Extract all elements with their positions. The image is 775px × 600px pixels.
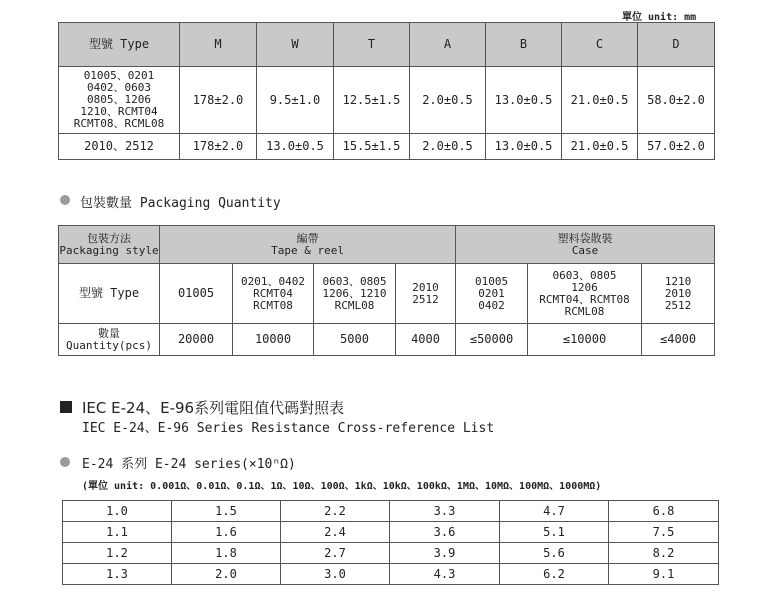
bullet-icon (60, 457, 70, 467)
tape-reel-header: 編帶 Tape & reel (160, 226, 456, 264)
e24-cell: 2.7 (281, 543, 390, 564)
e24-cell: 2.2 (281, 501, 390, 522)
dim-cell: 57.0±2.0 (638, 134, 715, 160)
packaging-header-row (59, 226, 715, 264)
packaging-type-cell: 2010 2512 (396, 264, 456, 324)
table-row (63, 501, 719, 522)
e24-cell: 1.2 (63, 543, 172, 564)
e24-cell: 5.1 (500, 522, 609, 543)
square-bullet-icon (60, 401, 72, 413)
packaging-qty-cell: 10000 (233, 324, 314, 356)
unit-note: 單位 unit: mm (622, 12, 697, 23)
table-row (63, 522, 719, 543)
packaging-type-cell: 0603、0805 1206、1210 RCML08 (314, 264, 396, 324)
packaging-type-label: 型號 Type (59, 264, 160, 324)
dim-cell: 21.0±0.5 (562, 67, 638, 134)
e24-cell: 8.2 (609, 543, 719, 564)
dim-cell: 12.5±1.5 (334, 67, 410, 134)
packaging-type-cell: 01005 (160, 264, 233, 324)
dim-header-t: T (334, 23, 410, 67)
e24-cell: 4.3 (390, 564, 500, 585)
case-header: 塑料袋散裝 Case (456, 226, 715, 264)
packaging-qty-cell: 5000 (314, 324, 396, 356)
table-row (63, 564, 719, 585)
packaging-type-cell: 0603、0805 1206 RCMT04、RCMT08 RCML08 (528, 264, 642, 324)
packaging-qty-label: 數量 Quantity(pcs) (59, 324, 160, 356)
dim-header-a: A (410, 23, 486, 67)
iec-subtitle: IEC E-24、E-96 Series Resistance Cross-reference List (82, 421, 495, 436)
dim-cell: 178±2.0 (180, 67, 257, 134)
e24-cell: 1.0 (63, 501, 172, 522)
e24-cell: 3.9 (390, 543, 500, 564)
dim-header-d: D (638, 23, 715, 67)
dim-row1-type: 01005、0201 0402、0603 0805、1206 1210、RCMT04 RCMT08、RCML08 (59, 67, 180, 134)
packaging-qty-cell: 20000 (160, 324, 233, 356)
bullet-icon (60, 195, 70, 205)
table-row (63, 543, 719, 564)
dim-header-w: W (257, 23, 334, 67)
packaging-qty-cell: ≤50000 (456, 324, 528, 356)
dim-cell: 13.0±0.5 (486, 67, 562, 134)
dim-row2-type: 2010、2512 (59, 134, 180, 160)
dim-cell: 13.0±0.5 (486, 134, 562, 160)
packaging-style-header: 包裝方法 Packaging style (59, 226, 160, 264)
e24-cell: 3.0 (281, 564, 390, 585)
table-row (59, 134, 715, 160)
e24-cell: 6.8 (609, 501, 719, 522)
packaging-type-cell: 1210 2010 2512 (642, 264, 715, 324)
e24-cell: 1.1 (63, 522, 172, 543)
e24-unit-line: (單位 unit: 0.001Ω、0.01Ω、0.1Ω、1Ω、10Ω、100Ω、1kΩ、10kΩ、100kΩ、1MΩ、10MΩ、100MΩ、1000MΩ) (82, 481, 602, 492)
packaging-title: 包裝數量 Packaging Quantity (80, 196, 281, 211)
e24-cell: 6.2 (500, 564, 609, 585)
packaging-type-cell: 0201、0402 RCMT04 RCMT08 (233, 264, 314, 324)
e24-cell: 1.6 (172, 522, 281, 543)
e24-cell: 5.6 (500, 543, 609, 564)
dim-cell: 2.0±0.5 (410, 134, 486, 160)
packaging-qty-cell: ≤10000 (528, 324, 642, 356)
table-row (59, 67, 715, 134)
iec-title: IEC E-24、E-96系列電阻值代碼對照表 (82, 399, 345, 417)
dim-header-m: M (180, 23, 257, 67)
e24-cell: 3.3 (390, 501, 500, 522)
dim-header-b: B (486, 23, 562, 67)
e24-cell: 7.5 (609, 522, 719, 543)
e24-cell: 9.1 (609, 564, 719, 585)
dim-cell: 13.0±0.5 (257, 134, 334, 160)
dimension-table (58, 22, 715, 160)
dim-cell: 21.0±0.5 (562, 134, 638, 160)
e24-table (62, 500, 719, 585)
dimension-header-row (59, 23, 715, 67)
e24-cell: 2.0 (172, 564, 281, 585)
packaging-type-cell: 01005 0201 0402 (456, 264, 528, 324)
e24-title: E-24 系列 E-24 series(×10ⁿΩ) (82, 457, 296, 472)
dim-cell: 9.5±1.0 (257, 67, 334, 134)
dim-header-type: 型號 Type (59, 23, 180, 67)
dim-cell: 15.5±1.5 (334, 134, 410, 160)
e24-cell: 3.6 (390, 522, 500, 543)
e24-cell: 1.3 (63, 564, 172, 585)
table-row (59, 264, 715, 324)
packaging-qty-cell: 4000 (396, 324, 456, 356)
packaging-table (58, 225, 715, 356)
dim-header-c: C (562, 23, 638, 67)
e24-cell: 4.7 (500, 501, 609, 522)
dim-cell: 178±2.0 (180, 134, 257, 160)
packaging-qty-cell: ≤4000 (642, 324, 715, 356)
dim-cell: 2.0±0.5 (410, 67, 486, 134)
dim-cell: 58.0±2.0 (638, 67, 715, 134)
table-row (59, 324, 715, 356)
e24-cell: 2.4 (281, 522, 390, 543)
e24-cell: 1.8 (172, 543, 281, 564)
e24-cell: 1.5 (172, 501, 281, 522)
